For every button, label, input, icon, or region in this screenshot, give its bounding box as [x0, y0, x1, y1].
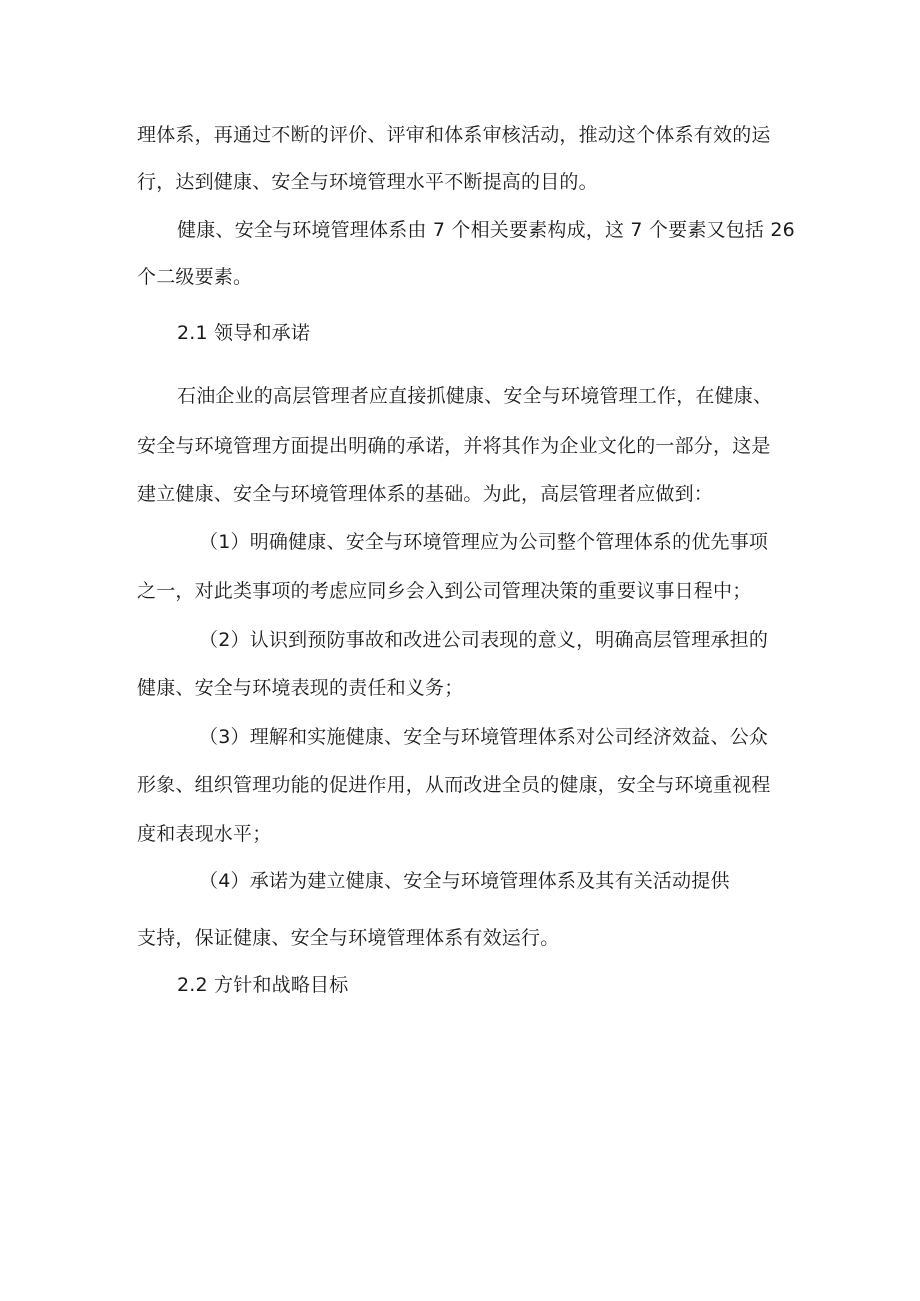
list-item-line: （3）理解和实施健康、安全与环境管理体系对公司经济效益、公众 — [199, 726, 769, 748]
paragraph-line: 安全与环境管理方面提出明确的承诺，并将其作为企业文化的一部分，这是 — [137, 435, 771, 457]
paragraph-line: 个二级要素。 — [137, 266, 253, 288]
paragraph-line: 行，达到健康、安全与环境管理水平不断提高的目的。 — [137, 171, 598, 193]
paragraph-line: 理体系，再通过不断的评价、评审和体系审核活动，推动这个体系有效的运 — [137, 124, 771, 146]
section-heading: 2.1 领导和承诺 — [177, 322, 311, 344]
list-item-line: （4）承诺为建立健康、安全与环境管理体系及其有关活动提供 — [199, 870, 730, 892]
list-item-line: 形象、组织管理功能的促进作用，从而改进全员的健康，安全与环境重视程 — [137, 774, 771, 796]
paragraph-line: 健康、安全与环境管理体系由 7 个相关要素构成，这 7 个要素又包括 26 — [177, 219, 795, 241]
list-item-line: 健康、安全与环境表现的责任和义务； — [137, 677, 464, 699]
list-item-line: 支持，保证健康、安全与环境管理体系有效运行。 — [137, 927, 560, 949]
list-item-line: 之一，对此类事项的考虑应同乡会入到公司管理决策的重要议事日程中； — [137, 580, 752, 602]
paragraph-line: 石油企业的高层管理者应直接抓健康、安全与环境管理工作，在健康、 — [177, 385, 773, 407]
list-item-line: 度和表现水平； — [137, 823, 272, 845]
paragraph-line: 建立健康、安全与环境管理体系的基础。为此，高层管理者应做到： — [137, 483, 714, 505]
section-heading: 2.2 方针和战略目标 — [177, 974, 349, 996]
list-item-line: （2）认识到预防事故和改进公司表现的意义，明确高层管理承担的 — [199, 629, 769, 651]
list-item-line: （1）明确健康、安全与环境管理应为公司整个管理体系的优先事项 — [199, 531, 769, 553]
